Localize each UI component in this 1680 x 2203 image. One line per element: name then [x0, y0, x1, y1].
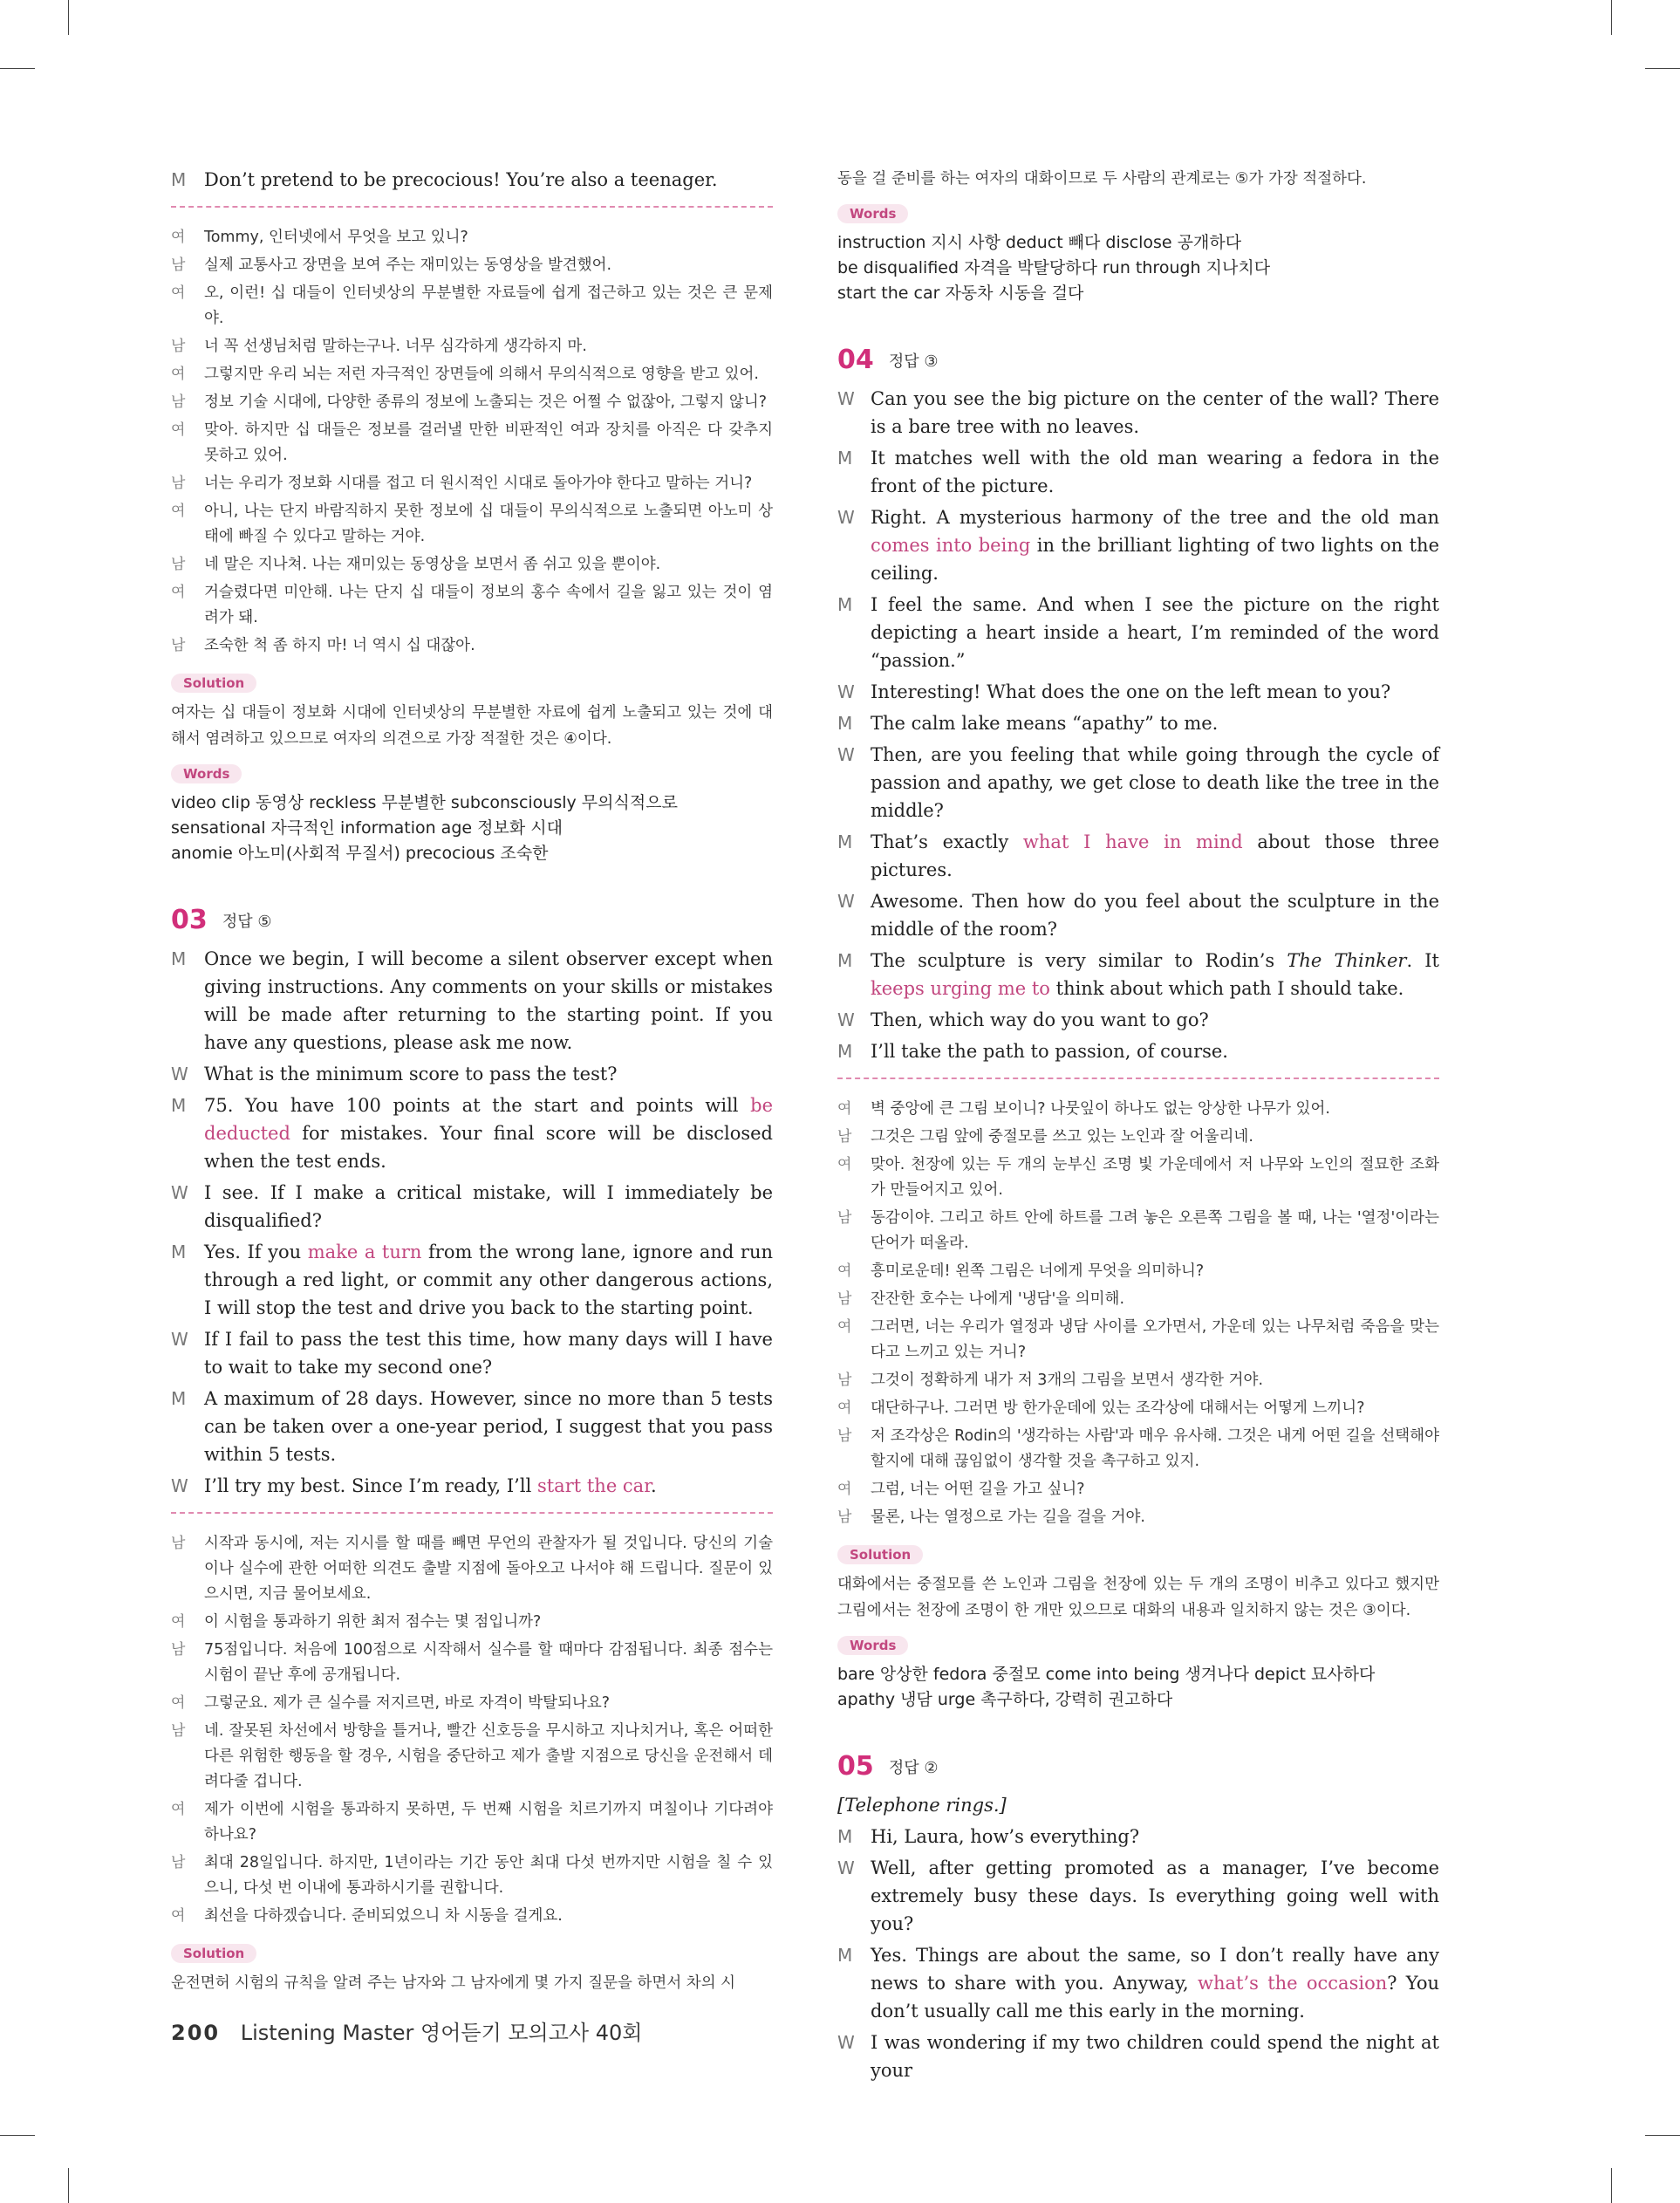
translation-line: [837, 1153, 1439, 1203]
dialog-text: The sculpture is very similar to Rodin’s: [871, 950, 1287, 971]
highlighted-phrase: comes into being: [871, 535, 1031, 556]
translation-text: 최대 28일입니다. 하지만, 1년이라는 기간 동안 최대 다섯 번까지만 시험을 칠 수 있으니, 다섯 번 이내에 통과하시기를 권합니다.: [204, 1854, 773, 1897]
speaker-label: W: [837, 2032, 855, 2053]
solution-text: 운전면허 시험의 규칙을 알려 주는 남자와 그 남자에게 몇 가지 질문을 하면서 차의 시: [171, 1974, 736, 1992]
divider: [171, 206, 773, 208]
vocabulary-list: [837, 1662, 1439, 1713]
speaker-label: 남: [171, 1854, 186, 1871]
speaker-label: 여: [171, 1801, 186, 1818]
dialog-text: in the brilliant lighting of two lights on the ceiling.: [871, 535, 1439, 584]
translation-line: [837, 1368, 1439, 1393]
speaker-label: 남: [171, 1641, 186, 1659]
dialog-line: [837, 947, 1439, 1002]
dialog-line: [837, 2029, 1439, 2084]
dialog-text: ? You don’t usually call me this early in the morning.: [871, 1973, 1440, 2022]
speaker-label: 여: [837, 1399, 852, 1417]
vocabulary-line: bare 앙상한 fedora 중절모 come into being 생겨나다 depict 묘사하다: [837, 1665, 1376, 1684]
speaker-label: 여: [171, 284, 186, 302]
speaker-label: M: [171, 948, 187, 969]
translation-text: 최선을 다하겠습니다. 준비되었으니 차 시동을 걸게요.: [204, 1907, 563, 1925]
speaker-label: M: [837, 448, 853, 469]
english-dialog: [837, 1823, 1439, 2084]
translation-line: [171, 1610, 773, 1635]
translation-text: 벽 중앙에 큰 그림 보이니? 나뭇잎이 하나도 없는 앙상한 나무가 있어.: [871, 1100, 1330, 1118]
translation-line: [837, 1097, 1439, 1122]
crop-mark: [0, 68, 35, 69]
speaker-label: M: [171, 169, 187, 190]
speaker-label: 남: [171, 637, 186, 654]
crop-mark: [0, 2135, 35, 2136]
english-dialog: [171, 945, 773, 1500]
speaker-label: 남: [171, 475, 186, 492]
translation-text: 정보 기술 시대에, 다양한 종류의 정보에 노출되는 것은 어쩔 수 없잖아, 그렇지 않니?: [204, 393, 768, 411]
translation-text: 그렇군요. 제가 큰 실수를 저지르면, 바로 자격이 박탈되나요?: [204, 1694, 611, 1712]
divider: [171, 1512, 773, 1514]
translation-text: Tommy, 인터넷에서 무엇을 보고 있니?: [204, 229, 468, 246]
translation-text: 오, 이런! 십 대들이 인터넷상의 무분별한 자료들에 쉽게 접근하고 있는 것은 큰 문제야.: [204, 284, 773, 327]
speaker-label: 여: [837, 1262, 852, 1280]
translation-line: [171, 1531, 773, 1607]
dialog-text: If I fail to pass the test this time, how many days will I have to wait to take my second one?: [204, 1329, 773, 1378]
translation-text: 너는 우리가 정보화 시대를 접고 더 원시적인 시대로 돌아가야 한다고 말하는 거니?: [204, 475, 753, 492]
dialog-text: I’ll take the path to passion, of course.: [871, 1041, 1228, 1062]
dialog-text: Then, which way do you want to go?: [871, 1009, 1209, 1030]
dialog-line: [837, 1941, 1439, 2025]
answer-label: 정답 ③: [888, 352, 939, 371]
translation-text: 실제 교통사고 장면을 보여 주는 재미있는 동영상을 발견했어.: [204, 257, 612, 274]
dialog-text: The Thinker: [1287, 950, 1407, 971]
translation-text: 제가 이번에 시험을 통과하지 못하면, 두 번째 시험을 치르기까지 며칠이나 기다려야 하나요?: [204, 1801, 773, 1844]
dialog-line: [837, 1006, 1439, 1034]
translation-line: [171, 281, 773, 332]
translation-line: [171, 225, 773, 250]
dialog-line: [837, 503, 1439, 587]
speaker-label: 남: [837, 1209, 852, 1227]
vocabulary-line: be disqualified 자격을 박탈당하다 run through 지나치다: [837, 258, 1271, 277]
words-label: Words: [837, 1636, 908, 1655]
vocabulary-line: sensational 자극적인 information age 정보화 시대: [171, 818, 563, 838]
dialog-line: [837, 678, 1439, 706]
words-label: Words: [171, 764, 242, 783]
speaker-label: W: [837, 744, 855, 765]
speaker-label: 여: [171, 1694, 186, 1712]
speaker-label: 여: [837, 1100, 852, 1118]
answer-label: 정답 ②: [888, 1758, 939, 1777]
dialog-text: 75. You have 100 points at the start and points will: [204, 1095, 751, 1116]
translation-text: 그것은 그림 앞에 중절모를 쓰고 있는 노인과 잘 어울리네.: [871, 1128, 1253, 1146]
divider: [837, 1078, 1439, 1079]
speaker-label: 여: [171, 1613, 186, 1631]
translation-line: [171, 1797, 773, 1848]
solution-label: Solution: [171, 1944, 256, 1963]
speaker-label: 여: [837, 1481, 852, 1498]
translation-line: [837, 1287, 1439, 1312]
translation-text: 맞아. 천장에 있는 두 개의 눈부신 조명 빛 가운데에서 저 나무와 노인의 절묘한 조화가 만들어지고 있어.: [871, 1156, 1439, 1199]
dialog-text: That’s exactly: [871, 831, 1023, 852]
translation-line: [171, 552, 773, 578]
speaker-label: 남: [837, 1427, 852, 1445]
book-title: Listening Master 영어듣기 모의고사 40회: [240, 2021, 643, 2045]
dialog-text: I see. If I make a critical mistake, will I immediately be disqualified?: [204, 1182, 773, 1231]
english-dialog: [837, 385, 1439, 1065]
dialog-line: [171, 166, 773, 194]
translation-text: 그럼, 너는 어떤 길을 가고 싶니?: [871, 1481, 1085, 1498]
vocabulary-line: video clip 동영상 reckless 무분별한 subconsciously 무의식적으로: [171, 793, 678, 812]
translation-line: [171, 1719, 773, 1795]
speaker-label: 여: [171, 1907, 186, 1925]
vocabulary-list: [171, 790, 773, 866]
translation-text: 네 말은 지나쳐. 나는 재미있는 동영상을 보면서 좀 쉬고 있을 뿐이야.: [204, 556, 661, 573]
dialog-text: Yes. If you: [204, 1242, 308, 1262]
speaker-label: 남: [171, 556, 186, 573]
translation-text: 그것이 정확하게 내가 저 3개의 그림을 보면서 생각한 거야.: [871, 1372, 1264, 1389]
speaker-label: 남: [171, 393, 186, 411]
speaker-label: 여: [171, 503, 186, 520]
translation-line: [171, 633, 773, 659]
dialog-line: [171, 1385, 773, 1468]
translation-line: [171, 1904, 773, 1929]
translation-text: 이 시험을 통과하기 위한 최저 점수는 몇 점입니까?: [204, 1613, 542, 1631]
question-header: [171, 905, 773, 936]
page-footer: [171, 2015, 642, 2046]
speaker-label: W: [171, 1475, 188, 1496]
dialog-text: Awesome. Then how do you feel about the sculpture in the middle of the room?: [871, 891, 1439, 940]
page-number: 200: [171, 2021, 221, 2045]
speaker-label: W: [171, 1064, 188, 1084]
dialog-line: [171, 1060, 773, 1088]
speaker-label: W: [837, 891, 855, 912]
dialog-text: Don’t pretend to be precocious! You’re also a teenager.: [204, 169, 718, 190]
highlighted-phrase: what’s the occasion: [1198, 1973, 1388, 1994]
dialog-text: Interesting! What does the one on the left mean to you?: [871, 681, 1391, 702]
speaker-label: 남: [837, 1128, 852, 1146]
speaker-label: 남: [837, 1290, 852, 1308]
dialog-text: Can you see the big picture on the center of the wall? There is a bare tree with no leaves.: [871, 388, 1439, 437]
dialog-text: What is the minimum score to pass the test?: [204, 1064, 618, 1084]
translation-text: 대단하구나. 그러면 방 한가운데에 있는 조각상에 대해서는 어떻게 느끼니?: [871, 1399, 1365, 1417]
vocabulary-line: start the car 자동차 시동을 걸다: [837, 284, 1084, 303]
speaker-label: 여: [837, 1156, 852, 1173]
speaker-label: 여: [171, 366, 186, 383]
crop-mark: [1645, 68, 1680, 69]
left-column: [171, 166, 773, 1996]
highlighted-phrase: start the car: [536, 1475, 651, 1496]
speaker-label: W: [171, 1182, 188, 1203]
dialog-text: . It: [1406, 950, 1439, 971]
dialog-text: Well, after getting promoted as a manager, I’ve become extremely busy these days. Is everything going well with you?: [871, 1857, 1439, 1934]
crop-mark: [1611, 0, 1612, 35]
translation-line: [171, 362, 773, 387]
solution-label: Solution: [837, 1545, 923, 1564]
speaker-label: 남: [171, 1535, 186, 1552]
right-column: [837, 166, 1439, 2088]
translation-text: 시작과 동시에, 저는 지시를 할 때를 빼면 무언의 관찰자가 될 것입니다. 당신의 기술이나 실수에 관한 어떠한 의견도 출발 지점에 돌아오고 나서야 해 드립니다. 질문이 있으시면, 지금 물어보세요.: [204, 1535, 773, 1603]
speaker-label: W: [837, 507, 855, 528]
dialog-text: for mistakes. Your final score will be disclosed when the test ends.: [204, 1123, 773, 1172]
answer-label: 정답 ⑤: [222, 912, 272, 931]
translation-text: 저 조각상은 Rodin의 '생각하는 사람'과 매우 유사해. 그것은 내게 어떤 길을 선택해야 할지에 대해 끊임없이 생각할 것을 촉구하고 있지.: [871, 1427, 1439, 1470]
speaker-label: 여: [171, 421, 186, 439]
dialog-text: think about which path I should take.: [1049, 978, 1404, 999]
solution-label: Solution: [171, 674, 256, 693]
dialog-line: [171, 1179, 773, 1235]
speaker-label: M: [837, 831, 853, 852]
highlighted-phrase: keeps urging me to: [871, 978, 1050, 999]
translation-line: [837, 1206, 1439, 1256]
speaker-label: 여: [837, 1318, 852, 1336]
dialog-text: I’ll try my best. Since I’m ready, I’ll: [204, 1475, 537, 1496]
highlighted-phrase: be deducted: [204, 1095, 773, 1144]
dialog-line: [837, 385, 1439, 441]
dialog-text: Hi, Laura, how’s everything?: [871, 1826, 1140, 1847]
dialog-text: from the wrong lane, ignore and run through a red light, or commit any other dangerous actions, I will stop the test and drive you back to the starting point.: [204, 1242, 774, 1318]
crop-mark: [68, 0, 69, 35]
question-header: [837, 345, 1439, 376]
translation-text: 잔잔한 호수는 나에게 '냉담'을 의미해.: [871, 1290, 1125, 1308]
dialog-text: I was wondering if my two children could spend the night at your: [871, 2032, 1439, 2081]
vocabulary-line: apathy 냉담 urge 촉구하다, 강력히 권고하다: [837, 1690, 1173, 1709]
korean-translation: [171, 1531, 773, 1929]
crop-mark: [68, 2168, 69, 2203]
speaker-label: M: [171, 1095, 187, 1116]
translation-line: [171, 471, 773, 496]
translation-line: [837, 1424, 1439, 1474]
translation-line: [171, 499, 773, 550]
solution-text: 여자는 십 대들이 정보화 시대에 인터넷상의 무분별한 자료에 쉽게 노출되고 있는 것에 대해서 염려하고 있으므로 여자의 의견으로 가장 적절한 것은 ④이다.: [171, 704, 773, 748]
speaker-label: W: [837, 681, 855, 702]
korean-translation: [171, 225, 773, 659]
translation-line: [837, 1396, 1439, 1421]
solution-text-continued: 동을 걸 준비를 하는 여자의 대화이므로 두 사람의 관계로는 ⑤가 가장 적절하다.: [837, 170, 1367, 188]
dialog-text: Then, are you feeling that while going through the cycle of passion and apathy, we get close to death like the tree in the middle?: [871, 744, 1439, 821]
translation-line: [837, 1505, 1439, 1530]
translation-text: 거슬렸다면 미안해. 나는 단지 십 대들이 정보의 홍수 속에서 길을 잃고 있는 것이 염려가 돼.: [204, 584, 773, 626]
speaker-label: W: [837, 1009, 855, 1030]
dialog-line: [837, 1854, 1439, 1938]
translation-line: [171, 1851, 773, 1901]
dialog-line: [837, 828, 1439, 884]
speaker-label: M: [837, 950, 853, 971]
speaker-label: M: [837, 713, 853, 734]
translation-text: 75점입니다. 처음에 100점으로 시작해서 실수를 할 때마다 감점됩니다. 최종 점수는 시험이 끝난 후에 공개됩니다.: [204, 1641, 773, 1684]
speaker-label: W: [837, 388, 855, 409]
dialog-line: [837, 591, 1439, 674]
question-number: 04: [837, 345, 874, 375]
translation-line: [171, 580, 773, 631]
question-header: [837, 1751, 1439, 1782]
dialog-line: [837, 444, 1439, 500]
speaker-label: 남: [837, 1372, 852, 1389]
stage-direction: [Telephone rings.]: [837, 1795, 1007, 1816]
translation-text: 그렇지만 우리 뇌는 저런 자극적인 장면들에 의해서 무의식적으로 영향을 받고 있어.: [204, 366, 759, 383]
speaker-label: M: [837, 594, 853, 615]
translation-text: 그러면, 너는 우리가 열정과 냉담 사이를 오가면서, 가운데 있는 나무처럼 죽음을 맞는다고 느끼고 있는 거니?: [871, 1318, 1439, 1361]
dialog-line: [837, 887, 1439, 943]
translation-line: [837, 1125, 1439, 1150]
speaker-label: W: [837, 1857, 855, 1878]
vocabulary-list: [837, 230, 1439, 306]
dialog-text: Right. A mysterious harmony of the tree and the old man: [871, 507, 1439, 528]
dialog-line: [171, 1472, 773, 1500]
speaker-label: 남: [171, 257, 186, 274]
speaker-label: 남: [837, 1509, 852, 1526]
speaker-label: 여: [171, 229, 186, 246]
translation-line: [837, 1315, 1439, 1365]
solution-text: 대화에서는 중절모를 쓴 노인과 그림을 천장에 있는 두 개의 조명이 비추고 있다고 했지만 그림에서는 천장에 조명이 한 개만 있으므로 대화의 내용과 일치하지 않는 것은 ③이다.: [837, 1576, 1439, 1619]
dialog-text: about those three pictures.: [871, 831, 1439, 880]
speaker-label: 여: [171, 584, 186, 601]
vocabulary-line: anomie 아노미(사회적 무질서) precocious 조숙한: [171, 844, 549, 863]
translation-text: 조숙한 척 좀 하지 마! 너 역시 십 대잖아.: [204, 637, 475, 654]
highlighted-phrase: make a turn: [307, 1242, 422, 1262]
dialog-line: [837, 741, 1439, 824]
highlighted-phrase: what I have in mind: [1022, 831, 1243, 852]
speaker-label: M: [837, 1826, 853, 1847]
speaker-label: M: [837, 1945, 853, 1966]
translation-text: 네. 잘못된 차선에서 방향을 틀거나, 빨간 신호등을 무시하고 지나치거나, 혹은 어떠한 다른 위험한 행동을 할 경우, 시험을 중단하고 제가 출발 지점으로 당신을 운전해서 데려다줄 겁니다.: [204, 1722, 773, 1790]
dialog-line: [171, 1325, 773, 1381]
question-number: 03: [171, 905, 208, 935]
translation-text: 아니, 나는 단지 바람직하지 못한 정보에 십 대들이 무의식적으로 노출되면 아노미 상태에 빠질 수 있다고 말하는 거야.: [204, 503, 773, 545]
translation-text: 맞아. 하지만 십 대들은 정보를 걸러낼 만한 비판적인 여과 장치를 아직은 다 갖추지 못하고 있어.: [204, 421, 773, 464]
translation-line: [837, 1477, 1439, 1502]
translation-line: [171, 1638, 773, 1688]
translation-text: 물론, 나는 열정으로 가는 길을 걸을 거야.: [871, 1509, 1145, 1526]
dialog-line: [837, 1823, 1439, 1851]
translation-line: [171, 334, 773, 359]
translation-text: 동감이야. 그리고 하트 안에 하트를 그려 놓은 오른쪽 그림을 볼 때, 나는 '열정'이라는 단어가 떠올라.: [871, 1209, 1439, 1252]
translation-line: [171, 390, 773, 415]
dialog-text: Once we begin, I will become a silent observer except when giving instructions. Any comments on your skills or mistakes will be made after returning to the starting point. If you have any questions, please ask me now.: [204, 948, 773, 1053]
translation-text: 흥미로운데! 왼쪽 그림은 너에게 무엇을 의미하니?: [871, 1262, 1205, 1280]
words-label: Words: [837, 204, 908, 223]
translation-line: [171, 1691, 773, 1716]
speaker-label: M: [837, 1041, 853, 1062]
korean-translation: [837, 1097, 1439, 1530]
dialog-text: I feel the same. And when I see the picture on the right depicting a heart inside a heart, I’m reminded of the word “passion.”: [871, 594, 1439, 671]
question-number: 05: [837, 1751, 874, 1782]
speaker-label: W: [171, 1329, 188, 1350]
speaker-label: M: [171, 1388, 187, 1409]
dialog-text: It matches well with the old man wearing a fedora in the front of the picture.: [871, 448, 1439, 496]
translation-line: [837, 1259, 1439, 1284]
dialog-line: [171, 1238, 773, 1322]
vocabulary-line: instruction 지시 사항 deduct 빼다 disclose 공개하다: [837, 233, 1242, 252]
crop-mark: [1645, 2135, 1680, 2136]
translation-line: [171, 253, 773, 278]
dialog-text: Yes. Things are about the same, so I don’t really have any news to share with you. Anyway,: [871, 1945, 1439, 1994]
dialog-text: The calm lake means “apathy” to me.: [871, 713, 1219, 734]
translation-text: 너 꼭 선생님처럼 말하는구나. 너무 심각하게 생각하지 마.: [204, 338, 587, 355]
dialog-text: A maximum of 28 days. However, since no more than 5 tests can be taken over a one-year period, I suggest that you pass within 5 tests.: [204, 1388, 773, 1465]
dialog-line: [837, 1037, 1439, 1065]
dialog-line: [171, 945, 773, 1057]
dialog-line: [171, 1091, 773, 1175]
dialog-line: [837, 709, 1439, 737]
speaker-label: 남: [171, 338, 186, 355]
crop-mark: [1611, 2168, 1612, 2203]
translation-line: [171, 418, 773, 469]
dialog-text: .: [650, 1475, 657, 1496]
speaker-label: 남: [171, 1722, 186, 1740]
speaker-label: M: [171, 1242, 187, 1262]
